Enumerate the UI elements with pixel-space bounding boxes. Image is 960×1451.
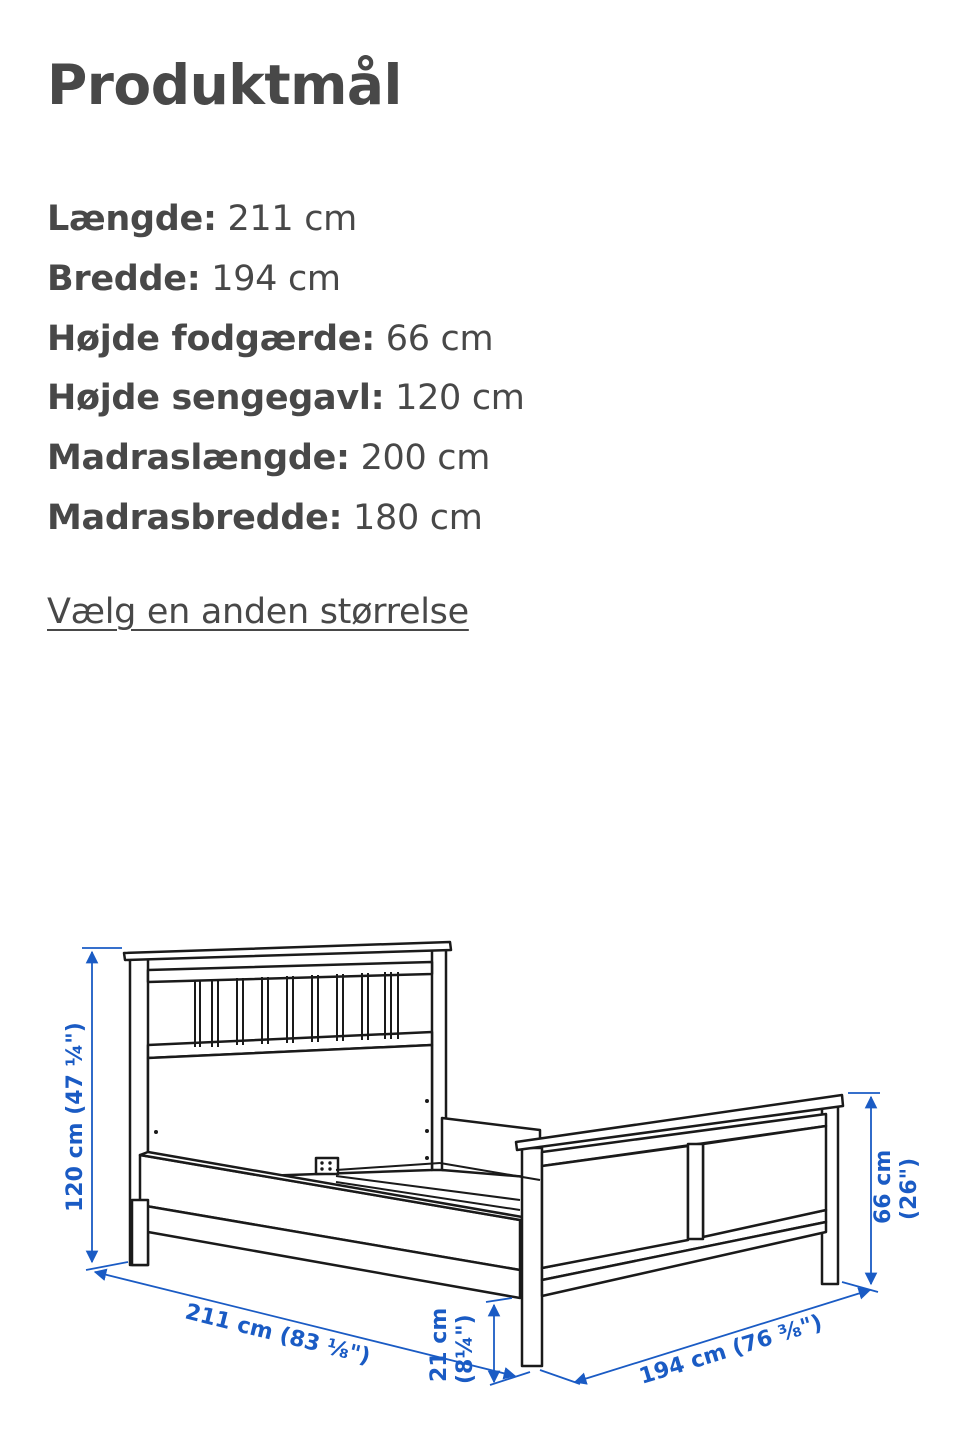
footboard-height-cm-label: 66 cm xyxy=(871,1149,896,1224)
dimension-width xyxy=(47,250,525,310)
clearance-in-label: (8¼") xyxy=(453,1314,478,1384)
dimension-value: 194 cm xyxy=(211,258,341,299)
headboard-height-label: 120 cm (47 ¼") xyxy=(63,1022,88,1212)
dimension-length xyxy=(47,190,525,250)
width-label: 194 cm (76 ⅜") xyxy=(636,1310,826,1390)
page-title: Produktmål xyxy=(47,53,402,117)
dimension-value: 211 cm xyxy=(227,199,357,239)
product-dimensions-list xyxy=(47,190,525,549)
dimension-footboard-height xyxy=(47,310,525,370)
clearance-cm-label: 21 cm xyxy=(427,1307,452,1382)
length-label: 211 cm (83 ⅛") xyxy=(182,1299,373,1370)
bed-dimension-illustration xyxy=(0,920,960,1451)
dimension-headboard-height xyxy=(47,369,525,429)
dimension-value: 200 cm xyxy=(360,438,491,479)
choose-other-size-link[interactable]: Vælg en anden størrelse xyxy=(47,592,469,632)
dimension-value: 66 cm xyxy=(385,318,494,359)
dimension-label: Madrasbredde: xyxy=(47,497,343,538)
dimension-label: Madraslængde: xyxy=(47,438,350,479)
dimension-label: Højde sengegavl: xyxy=(47,378,385,419)
dimension-mattress-length xyxy=(47,429,525,489)
dimension-label: Højde fodgærde: xyxy=(47,318,375,359)
headboard-slats xyxy=(195,972,398,1047)
dimension-mattress-width xyxy=(47,489,525,549)
dimension-label: Længde: xyxy=(47,199,217,239)
dimension-label: Bredde: xyxy=(47,258,201,299)
dimension-value: 180 cm xyxy=(353,497,483,538)
dimension-value: 120 cm xyxy=(395,378,525,419)
footboard-height-in-label: (26") xyxy=(897,1157,922,1220)
